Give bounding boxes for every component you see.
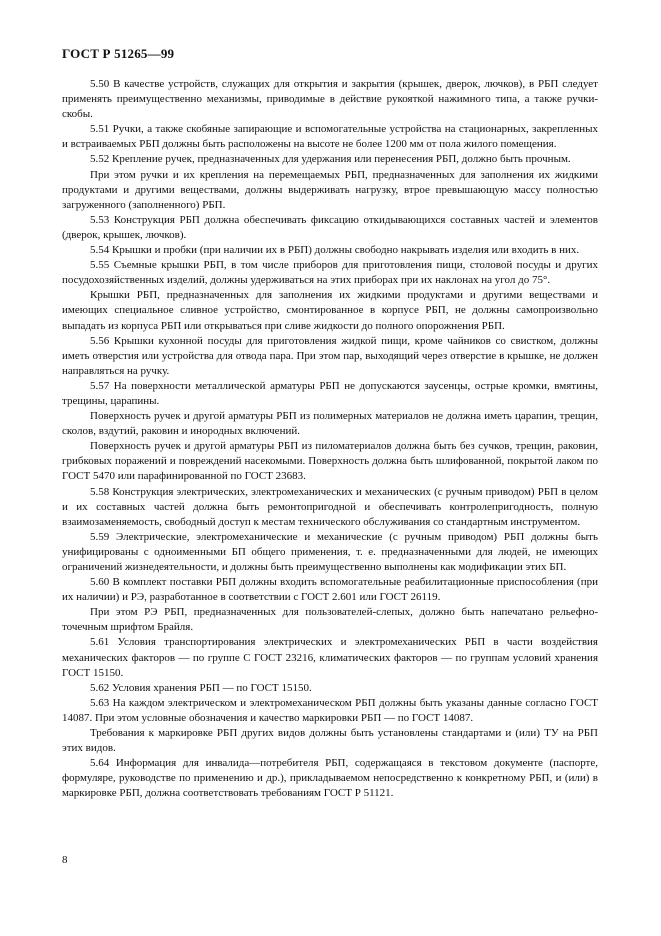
paragraph-5-54: 5.54 Крышки и пробки (при наличии их в РБП) должны свободно накрывать изделия или входить в них. (90, 244, 580, 257)
paragraph-5-55: 5.55 Съемные крышки РБП, в том числе приборов для приготовления пищи, столовой посуды и других посудохозяйственных изделий, должны удерживаться на этих приборах при их наклонах на угол до 75°. (62, 259, 598, 287)
paragraph-5-57-polymer: Поверхность ручек и другой арматуры РБП из полимерных материалов не должна иметь царапин, трещин, сколов, вздутий, раковин и инородных включений. (62, 410, 598, 438)
paragraph-5-59: 5.59 Электрические, электромеханические и механические (с ручным приводом) РБП должны быть унифицированы с одноименными БП общего применения, т. е. предназначенными для людей, не имеющих ограничений жизнедеятельности, и должны быть преимущественно выполнены как модификации этих БП. (62, 530, 598, 573)
page-number: 8 (62, 854, 68, 866)
paragraph-5-51: 5.51 Ручки, а также скобяные запирающие и вспомогательные устройства на стационарных, закрепленных и встраиваемых РБП должны быть расположены на высоте не более 1200 мм от пола жилого помещения. (62, 123, 598, 151)
paragraph-5-56: 5.56 Крышки кухонной посуды для приготовления жидкой пищи, кроме чайников со свистком, должны иметь отверстия или устройства для отвода пара. При этом пар, выходящий через отверстие в крышке, не должен направляться на ручку. (62, 334, 598, 377)
paragraph-5-63: 5.63 На каждом электрическом и электромеханическом РБП должны быть указаны данные согласно ГОСТ 14087. При этом условные обозначения и качество маркировки РБП — по ГОСТ 14087. (62, 696, 598, 724)
paragraph-5-57: 5.57 На поверхности металлической арматуры РБП не допускаются заусенцы, острые кромки, вмятины, трещины, царапины. (62, 379, 598, 407)
paragraph-5-58: 5.58 Конструкция электрических, электромеханических и механических (с ручным приводом) РБП в целом и их составных частей должна быть ремонтопригодной и обеспечивать контролепригодность, полную взаимозаменяемость, свободный доступ к местам технического обслуживания со стандартным инструментом. (62, 485, 598, 528)
paragraph-5-55-cont: Крышки РБП, предназначенных для заполнения их жидкими продуктами и другими веществами и имеющих специальное сливное устройство, смонтированное в корпусе РБП, не должны самопроизвольно выпадать из корпуса РБП или открываться при сливе жидкости до полного опорожнения РБП. (62, 289, 598, 332)
paragraph-5-61: 5.61 Условия транспортирования электрических и электромеханических РБП в части воздействия механических факторов — по группе С ГОСТ 23216, климатических факторов — по группам условий хранения ГОСТ 15150. (62, 636, 598, 679)
paragraph-5-64: 5.64 Информация для инвалида—потребителя РБП, содержащаяся в текстовом документе (паспорте, формуляре, руководстве по применению и др.), прикладываемом непосредственно к конкретному РБП, и (или) в маркировке РБП, должна соответствовать требованиям ГОСТ Р 51121. (62, 757, 598, 800)
document-body (62, 77, 598, 802)
paragraph-5-53: 5.53 Конструкция РБП должна обеспечивать фиксацию откидывающихся составных частей и элементов (дверок, крышек, лючков). (62, 213, 598, 241)
paragraph-5-60-cont: При этом РЭ РБП, предназначенных для пользователей-слепых, должно быть напечатано рельефно-точечным шрифтом Брайля. (62, 606, 598, 634)
paragraph-5-52-cont: При этом ручки и их крепления на перемещаемых РБП, предназначенных для заполнения их жидкими продуктами и другими веществами, должны выдерживать нагрузку, втрое превышающую массу полностью загруженного (заполненного) РБП. (62, 168, 598, 211)
paragraph-5-52: 5.52 Крепление ручек, предназначенных для удержания или перенесения РБП, должно быть прочным. (90, 153, 571, 166)
paragraph-5-62: 5.62 Условия хранения РБП — по ГОСТ 15150. (90, 681, 312, 694)
paragraph-5-63-cont: Требования к маркировке РБП других видов должны быть установлены стандартами и (или) ТУ на РБП этих видов. (62, 727, 598, 755)
document-header: ГОСТ Р 51265—99 (62, 46, 175, 61)
paragraph-5-57-wood: Поверхность ручек и другой арматуры РБП из пиломатериалов должна быть без сучков, трещин, раковин, грибковых поражений и повреждений насекомыми. Поверхность должна быть шлифованной, покрытой лаком по ГОСТ 5470 или парафинированной по ГОСТ 23683. (62, 440, 598, 483)
paragraph-5-50: 5.50 В качестве устройств, служащих для открытия и закрытия (крышек, дверок, лючков), в РБП следует применять преимущественно механизмы, приводимые в действие рукояткой нажимного типа, а также ручки-скобы. (62, 78, 598, 121)
paragraph-5-60: 5.60 В комплект поставки РБП должны входить вспомогательные реабилитационные приспособления (при их наличии) и РЭ, разработанное в соответствии с ГОСТ 2.601 или ГОСТ 26119. (62, 576, 598, 604)
